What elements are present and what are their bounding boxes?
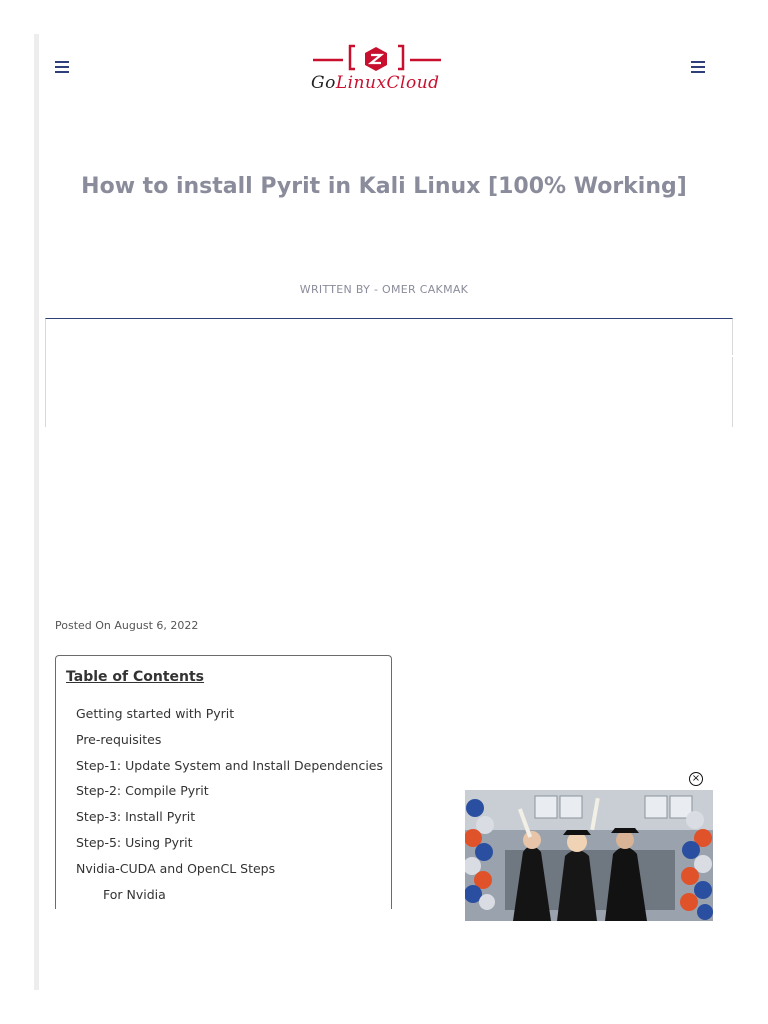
toc-subitem[interactable]: For Nvidia [103,887,166,902]
left-menu-hamburger-icon[interactable] [55,61,69,73]
logo-wordmark: GoLinuxCloud [311,73,440,93]
video-ad-player[interactable] [465,790,713,921]
right-menu-hamburger-icon[interactable] [691,61,705,73]
toc-title[interactable]: Table of Contents [66,669,205,685]
logo-emblem-icon [305,40,453,74]
toc-item[interactable]: Getting started with Pyrit [76,706,235,721]
ad-placeholder [45,318,733,427]
close-icon[interactable]: × [689,772,703,786]
toc-item[interactable]: Step-1: Update System and Install Dependencies [76,758,383,773]
toc-item[interactable]: Nvidia-CUDA and OpenCL Steps [76,861,276,876]
left-rail [34,34,39,990]
posted-date: Posted On August 6, 2022 [55,619,199,632]
toc-item[interactable]: Step-5: Using Pyrit [76,835,193,850]
author-byline[interactable]: WRITTEN BY - OMER CAKMAK [299,283,469,296]
toc-item[interactable]: Step-3: Install Pyrit [76,809,196,824]
site-logo[interactable] [305,40,453,100]
graduation-video-frame [465,790,713,921]
table-of-contents [55,655,392,909]
toc-item[interactable]: Step-2: Compile Pyrit [76,783,209,798]
toc-item[interactable]: Pre-requisites [76,732,162,747]
article-title: How to install Pyrit in Kali Linux [100% Working] [81,174,687,199]
